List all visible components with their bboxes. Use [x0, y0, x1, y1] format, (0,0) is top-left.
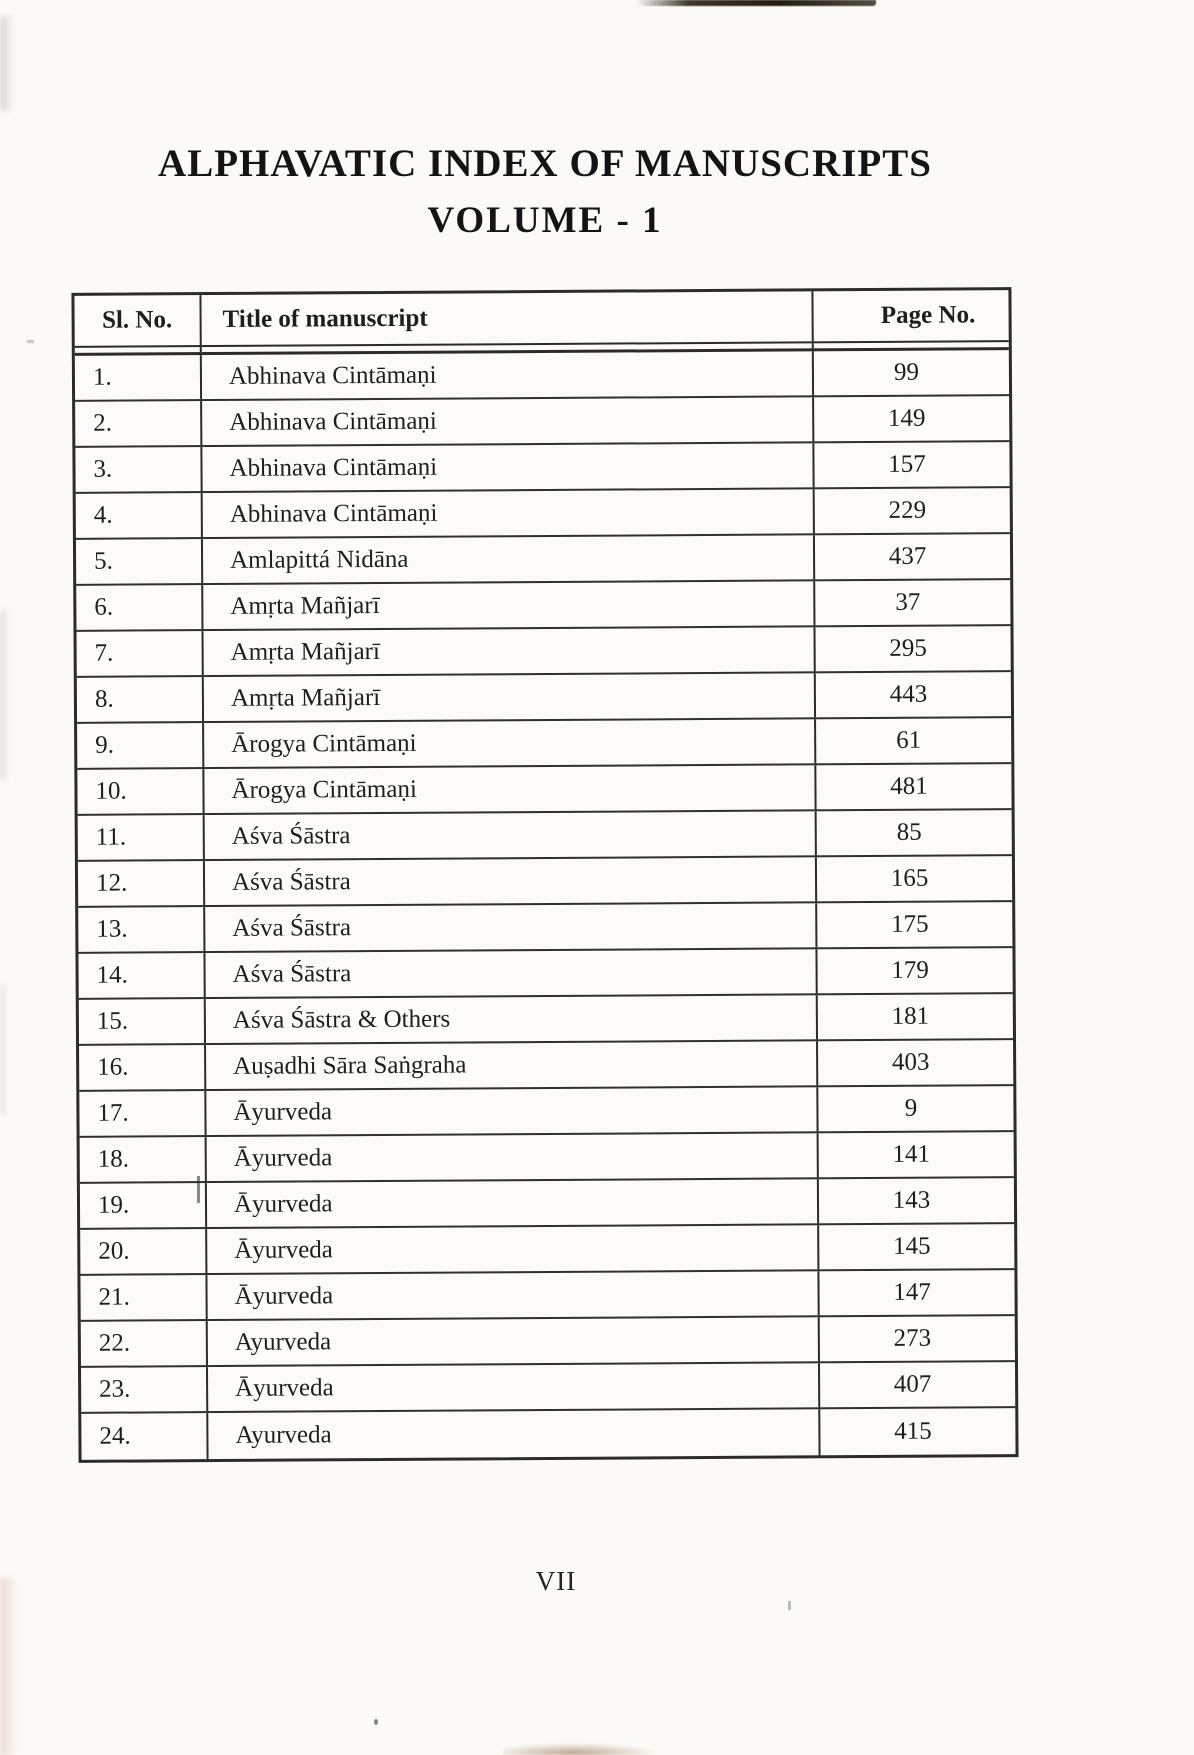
row-manuscript-title: Āyurveda	[208, 1363, 820, 1411]
row-manuscript-title: Āyurveda	[207, 1133, 819, 1181]
table-row	[77, 626, 1011, 678]
row-serial-number: 8.	[77, 677, 204, 722]
column-header-title: Title of manuscript	[201, 291, 813, 345]
table-row	[76, 580, 1010, 632]
row-serial-number: 19.	[80, 1183, 207, 1228]
row-serial-number: 17.	[79, 1091, 206, 1136]
row-page-number: 165	[890, 864, 929, 892]
table-row	[78, 810, 1012, 862]
table-row	[75, 396, 1009, 448]
row-manuscript-title: Aśva Śāstra	[205, 811, 817, 859]
row-page-number: 149	[887, 404, 926, 432]
scan-artifact-left-edge-bottom	[0, 1578, 18, 1755]
row-manuscript-title: Āyurveda	[207, 1225, 819, 1273]
scan-artifact-left-edge-mid	[0, 610, 10, 780]
row-serial-number: 3.	[75, 447, 202, 492]
row-serial-number: 15.	[79, 999, 206, 1044]
row-serial-number: 14.	[78, 953, 205, 998]
row-page-number: 437	[888, 542, 927, 570]
row-manuscript-title: Abhinava Cintāmaṇi	[202, 443, 814, 491]
scan-artifact-speck	[788, 1601, 791, 1610]
table-row	[79, 1040, 1013, 1092]
table-row	[76, 534, 1010, 586]
row-serial-number: 13.	[78, 907, 205, 952]
row-serial-number: 7.	[77, 631, 204, 676]
table-row	[81, 1408, 1015, 1460]
row-manuscript-title: Abhinava Cintāmaṇi	[203, 489, 815, 537]
row-serial-number: 24.	[81, 1413, 208, 1460]
row-page-number: 145	[892, 1232, 931, 1260]
table-row	[80, 1224, 1014, 1276]
row-page-number: 157	[888, 450, 926, 478]
scan-artifact-margin-dash	[27, 340, 34, 343]
row-page-number: 181	[891, 1002, 930, 1030]
table-row	[75, 350, 1009, 402]
table-row	[79, 1086, 1013, 1138]
row-manuscript-title: Āyurveda	[207, 1271, 819, 1319]
table-row	[80, 1270, 1014, 1322]
row-page-number: 179	[891, 956, 929, 984]
page-subtitle: VOLUME - 1	[427, 200, 663, 241]
table-row	[81, 1362, 1015, 1414]
row-page-number: 85	[896, 818, 922, 846]
table-row	[77, 672, 1011, 724]
row-page-number: 37	[895, 588, 921, 616]
row-page-number: 481	[890, 772, 928, 800]
table-header-row	[74, 290, 1008, 348]
row-serial-number: 23.	[81, 1367, 208, 1412]
scan-artifact-left-edge-top	[0, 16, 14, 111]
page-title: ALPHAVATIC INDEX OF MANUSCRIPTS	[158, 142, 932, 185]
row-serial-number: 6.	[76, 585, 203, 630]
row-manuscript-title: Aśva Śāstra	[205, 857, 817, 905]
table-row	[80, 1178, 1014, 1230]
row-serial-number: 9.	[77, 723, 204, 768]
row-serial-number: 5.	[76, 539, 203, 584]
row-serial-number: 18.	[80, 1137, 207, 1182]
row-manuscript-title: Amṛta Mañjarī	[203, 581, 815, 629]
row-manuscript-title: Amṛta Mañjarī	[204, 627, 816, 675]
row-serial-number: 4.	[76, 493, 203, 538]
row-manuscript-title: Āyurveda	[206, 1087, 818, 1135]
row-page-number: 407	[893, 1370, 932, 1398]
row-serial-number: 1.	[75, 355, 202, 400]
row-page-number: 273	[893, 1324, 932, 1352]
row-page-number: 415	[894, 1417, 932, 1445]
row-manuscript-title: Auṣadhi Sāra Saṅgraha	[206, 1041, 818, 1089]
scan-artifact-left-edge-low	[0, 985, 9, 1115]
table-row	[80, 1132, 1014, 1184]
folio-number: VII	[535, 1566, 577, 1596]
row-manuscript-title: Ārogya Cintāmaṇi	[204, 765, 816, 813]
row-page-number: 229	[888, 496, 927, 524]
row-serial-number: 12.	[78, 861, 205, 906]
table-row	[78, 856, 1012, 908]
table-row	[76, 488, 1010, 540]
row-manuscript-title: Abhinava Cintāmaṇi	[202, 351, 814, 399]
row-serial-number: 21.	[80, 1275, 207, 1320]
row-manuscript-title: Aśva Śāstra	[205, 903, 817, 951]
row-manuscript-title: Aśva Śāstra	[205, 949, 817, 997]
row-page-number: 141	[892, 1140, 931, 1168]
row-page-number: 175	[890, 910, 929, 938]
table-row	[78, 948, 1012, 1000]
row-page-number: 147	[893, 1278, 931, 1306]
column-header-sl-no: Sl. No.	[74, 295, 201, 346]
row-manuscript-title: Abhinava Cintāmaṇi	[202, 397, 814, 445]
row-manuscript-title: Ayurveda	[208, 1409, 820, 1459]
row-manuscript-title: Aśva Śāstra & Others	[206, 995, 818, 1043]
row-serial-number: 11.	[78, 815, 205, 860]
table-row	[77, 718, 1011, 770]
row-page-number: 9	[904, 1094, 918, 1122]
row-manuscript-title: Ārogya Cintāmaṇi	[204, 719, 816, 767]
row-serial-number: 20.	[80, 1229, 207, 1274]
row-serial-number: 10.	[77, 769, 204, 814]
manuscript-index-table	[71, 287, 1018, 1463]
row-serial-number: 16.	[79, 1045, 206, 1090]
row-page-number: 443	[889, 680, 928, 708]
scan-artifact-bottom-smudge	[503, 1743, 658, 1755]
scan-artifact-top-bar	[636, 0, 876, 6]
table-row	[81, 1316, 1015, 1368]
row-page-number: 143	[892, 1186, 931, 1214]
row-page-number: 403	[891, 1048, 930, 1076]
row-serial-number: 22.	[81, 1321, 208, 1366]
row-serial-number: 2.	[75, 401, 202, 446]
row-manuscript-title: Amlapittá Nidāna	[203, 535, 815, 583]
row-page-number: 99	[893, 358, 920, 386]
table-row	[75, 442, 1009, 494]
row-manuscript-title: Āyurveda	[207, 1179, 819, 1227]
scan-artifact-speck	[374, 1719, 378, 1725]
row-manuscript-title: Amṛta Mañjarī	[204, 673, 816, 721]
row-page-number: 295	[889, 634, 927, 662]
table-row	[77, 764, 1011, 816]
row-manuscript-title: Ayurveda	[208, 1317, 820, 1365]
row-page-number: 61	[896, 726, 922, 754]
column-header-page-no: Page No.	[880, 301, 976, 329]
table-row	[78, 902, 1012, 954]
table-row	[79, 994, 1013, 1046]
